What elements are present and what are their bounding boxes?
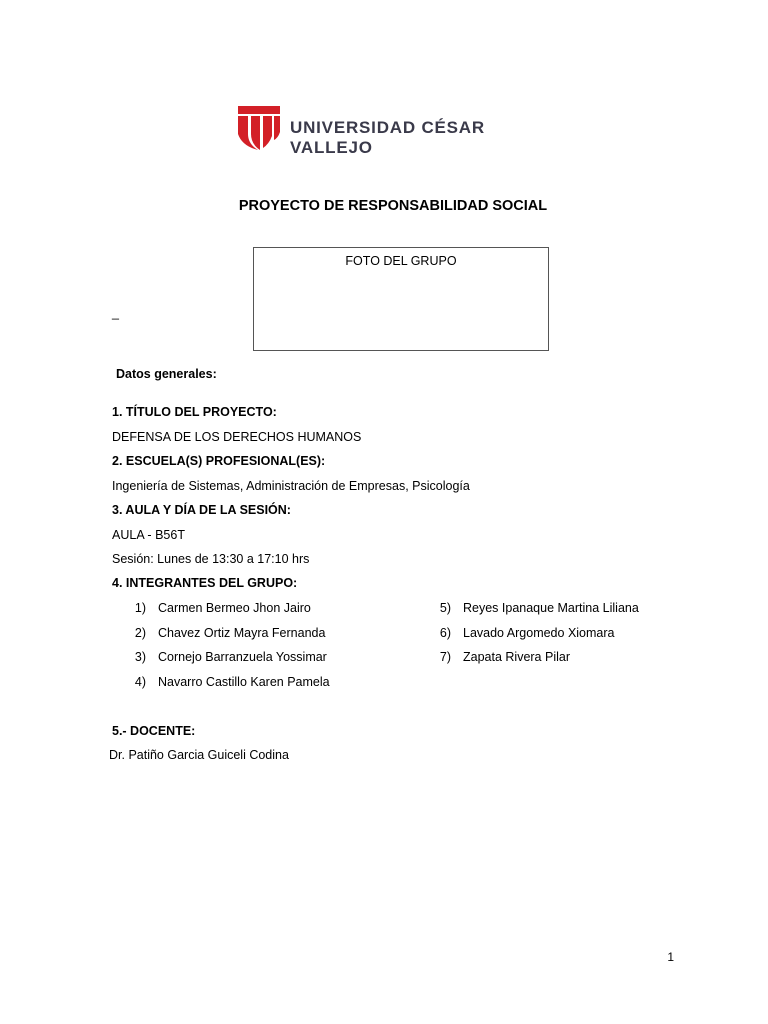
list-item: [112, 675, 330, 689]
section1-heading: 1. TÍTULO DEL PROYECTO:: [112, 405, 277, 419]
datos-generales-heading: Datos generales:: [116, 367, 217, 381]
section3-heading: 3. AULA Y DÍA DE LA SESIÓN:: [112, 503, 291, 517]
list-item: [112, 650, 327, 664]
aula-value: AULA - B56T: [112, 528, 185, 542]
session-value: Sesión: Lunes de 13:30 a 17:10 hrs: [112, 552, 310, 566]
member-number: 5): [439, 601, 451, 615]
list-item: [417, 626, 614, 640]
list-item: [417, 650, 570, 664]
document-title: PROYECTO DE RESPONSABILIDAD SOCIAL: [238, 198, 548, 214]
list-item: [112, 601, 311, 615]
dash-mark: _: [112, 306, 119, 320]
photo-box-label: FOTO DEL GRUPO: [345, 254, 457, 268]
member-name: Navarro Castillo Karen Pamela: [158, 675, 330, 689]
member-name: Zapata Rivera Pilar: [463, 650, 570, 664]
project-title-value: DEFENSA DE LOS DERECHOS HUMANOS: [112, 430, 362, 444]
list-item: [112, 626, 325, 640]
member-number: 2): [134, 626, 146, 640]
section5-heading: 5.- DOCENTE:: [112, 724, 196, 738]
logo-text: UNIVERSIDAD CÉSAR VALLEJO: [290, 118, 485, 157]
section4-heading: 4. INTEGRANTES DEL GRUPO:: [112, 576, 298, 590]
member-number: 6): [439, 626, 451, 640]
member-name: Cornejo Barranzuela Yossimar: [158, 650, 327, 664]
group-photo-box: [253, 247, 549, 351]
member-name: Lavado Argomedo Xiomara: [463, 626, 615, 640]
member-number: 4): [134, 675, 146, 689]
member-number: 7): [439, 650, 451, 664]
member-name: Reyes Ipanaque Martina Liliana: [463, 601, 639, 615]
schools-value: Ingeniería de Sistemas, Administración de Empresas, Psicología: [112, 479, 470, 493]
member-name: Carmen Bermeo Jhon Jairo: [158, 601, 311, 615]
member-number: 1): [134, 601, 146, 615]
list-item: [417, 601, 639, 615]
member-name: Chavez Ortiz Mayra Fernanda: [158, 626, 326, 640]
section2-heading: 2. ESCUELA(S) PROFESIONAL(ES):: [112, 454, 326, 468]
page-number: 1: [667, 950, 674, 964]
member-number: 3): [134, 650, 146, 664]
ucv-shield-icon: [236, 104, 282, 152]
university-logo: [236, 104, 546, 157]
teacher-value: Dr. Patiño Garcia Guiceli Codina: [109, 748, 289, 762]
